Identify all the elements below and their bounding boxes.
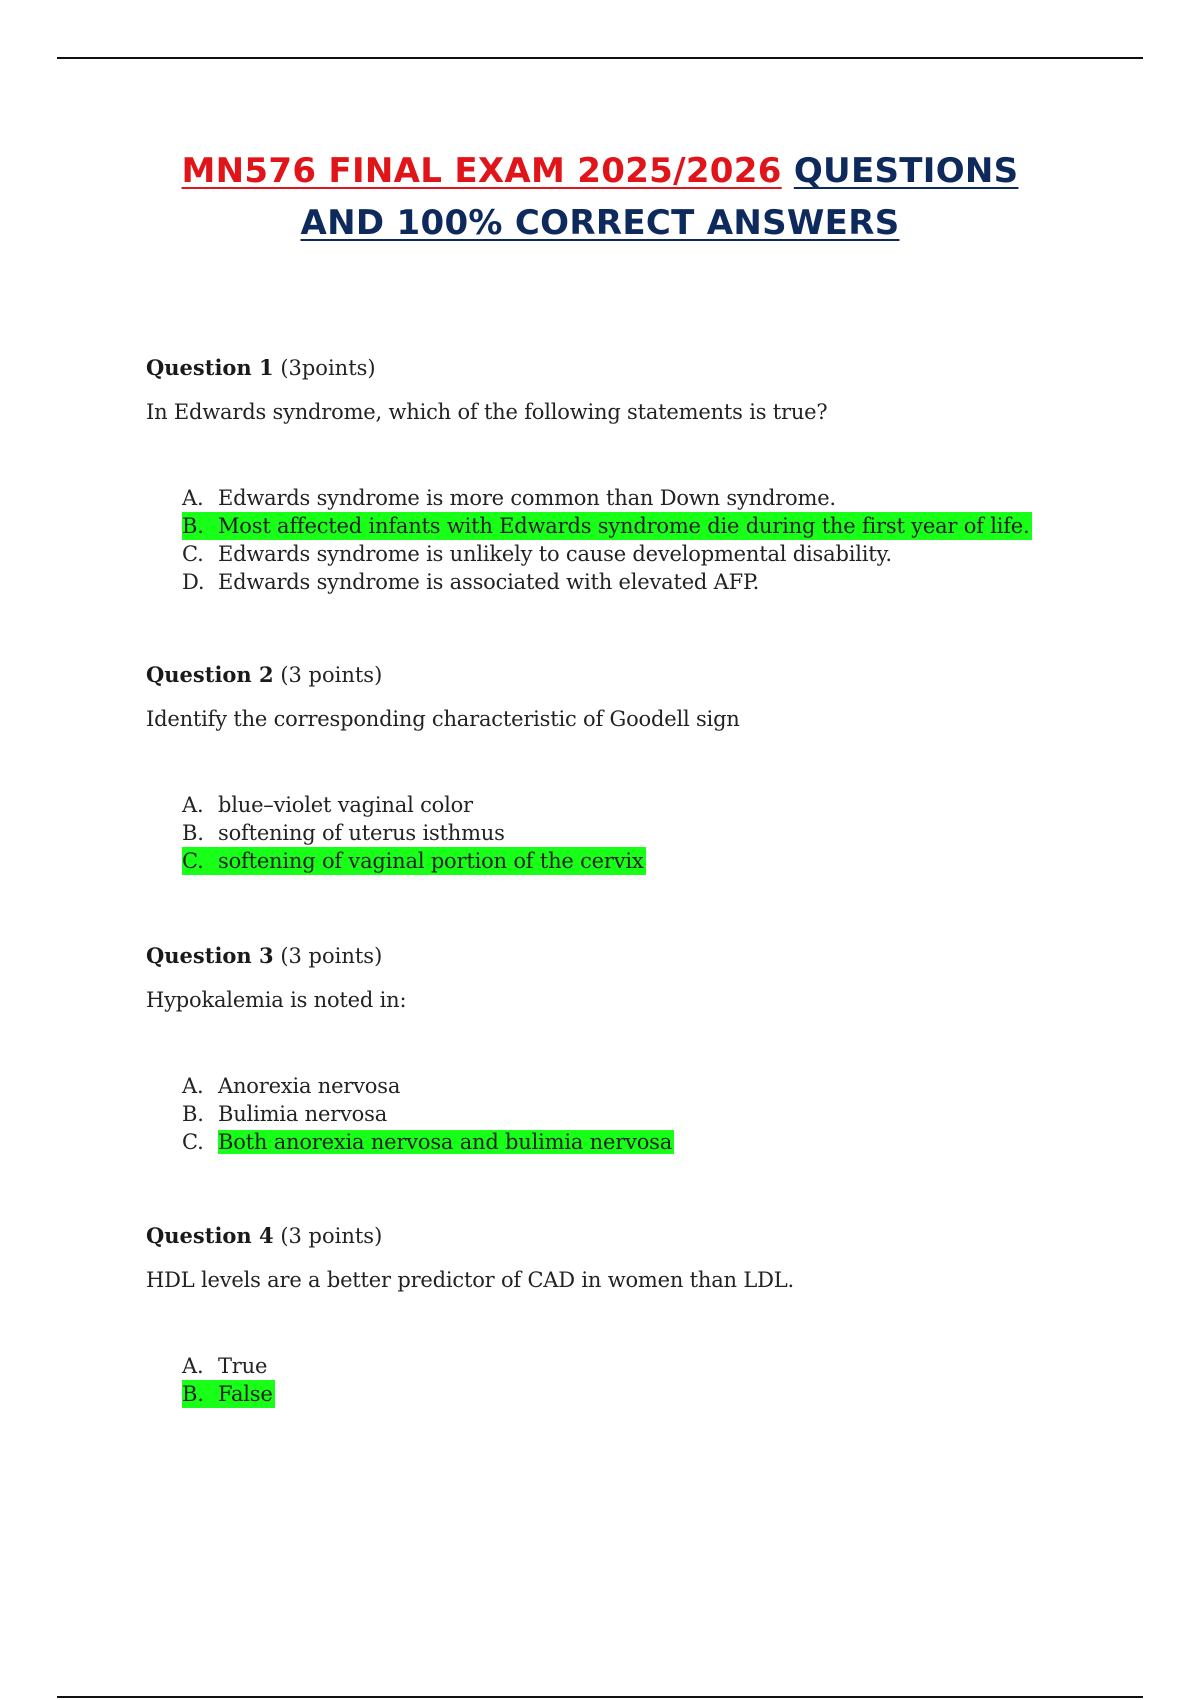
option-c-correct <box>182 847 1126 875</box>
option-letter: B. <box>182 514 204 538</box>
question-text: HDL levels are a better predictor of CAD in women than LDL. <box>146 1268 794 1292</box>
option-letter: A. <box>182 1074 204 1098</box>
title-answers: AND 100% CORRECT ANSWERS <box>300 203 900 243</box>
document-title <box>100 145 1100 249</box>
answer-options <box>182 1072 1126 1156</box>
question-header <box>146 1222 1126 1250</box>
question-text: Identify the corresponding characteristic of Goodell sign <box>146 707 740 731</box>
option-b-correct <box>182 1380 1126 1408</box>
option-c-correct <box>182 1128 1126 1156</box>
question-text: In Edwards syndrome, which of the following statements is true? <box>146 400 828 424</box>
option-letter: B. <box>182 1102 204 1126</box>
option-text: softening of uterus isthmus <box>218 821 505 845</box>
option-text: blue–violet vaginal color <box>218 793 473 817</box>
question-header <box>146 942 1126 970</box>
option-a <box>182 1072 1126 1100</box>
option-text: False <box>218 1382 273 1406</box>
option-letter: B. <box>182 821 204 845</box>
option-b-correct <box>182 512 1126 540</box>
option-text: True <box>218 1354 268 1378</box>
option-c <box>182 540 1126 568</box>
correct-answer-highlight <box>182 1380 275 1408</box>
option-d <box>182 568 1126 596</box>
question-4 <box>146 1222 1126 1408</box>
correct-answer-highlight <box>182 847 646 875</box>
option-letter: C. <box>182 1130 204 1154</box>
question-header <box>146 661 1126 689</box>
answer-options <box>182 484 1126 596</box>
option-a <box>182 1352 1126 1380</box>
option-a <box>182 791 1126 819</box>
question-label: Question 3 <box>146 943 274 968</box>
correct-answer-highlight <box>182 512 1032 540</box>
question-3 <box>146 942 1126 1156</box>
answer-options <box>182 791 1126 875</box>
title-exam-name: MN576 FINAL EXAM 2025/2026 <box>181 151 782 191</box>
option-letter: A. <box>182 1354 204 1378</box>
question-2 <box>146 661 1126 875</box>
question-label: Question 1 <box>146 355 274 380</box>
question-text: Hypokalemia is noted in: <box>146 988 407 1012</box>
option-text: Anorexia nervosa <box>218 1074 401 1098</box>
option-letter: D. <box>182 570 205 594</box>
option-letter: C. <box>182 849 204 873</box>
question-points: (3 points) <box>280 663 383 687</box>
option-text: Edwards syndrome is associated with elevated AFP. <box>218 570 760 594</box>
option-letter: A. <box>182 793 204 817</box>
question-label: Question 4 <box>146 1223 274 1248</box>
answer-options <box>182 1352 1126 1408</box>
option-b <box>182 1100 1126 1128</box>
option-text: Bulimia nervosa <box>218 1102 388 1126</box>
option-text: Most affected infants with Edwards syndrome die during the first year of life. <box>218 514 1030 538</box>
question-points: (3 points) <box>280 944 383 968</box>
title-questions: QUESTIONS <box>793 151 1019 191</box>
option-text: Edwards syndrome is unlikely to cause developmental disability. <box>218 542 892 566</box>
option-a <box>182 484 1126 512</box>
option-text: Edwards syndrome is more common than Down syndrome. <box>218 486 836 510</box>
question-header <box>146 354 1126 382</box>
question-1 <box>146 354 1126 596</box>
option-b <box>182 819 1126 847</box>
option-letter: A. <box>182 486 204 510</box>
footer-rule <box>57 1696 1143 1698</box>
header-rule <box>57 57 1143 59</box>
question-label: Question 2 <box>146 662 274 687</box>
question-points: (3points) <box>280 356 376 380</box>
question-points: (3 points) <box>280 1224 383 1248</box>
correct-answer-highlight: Both anorexia nervosa and bulimia nervosa <box>218 1130 673 1154</box>
option-text: softening of vaginal portion of the cervix <box>218 849 644 873</box>
option-letter: B. <box>182 1382 204 1406</box>
option-letter: C. <box>182 542 204 566</box>
